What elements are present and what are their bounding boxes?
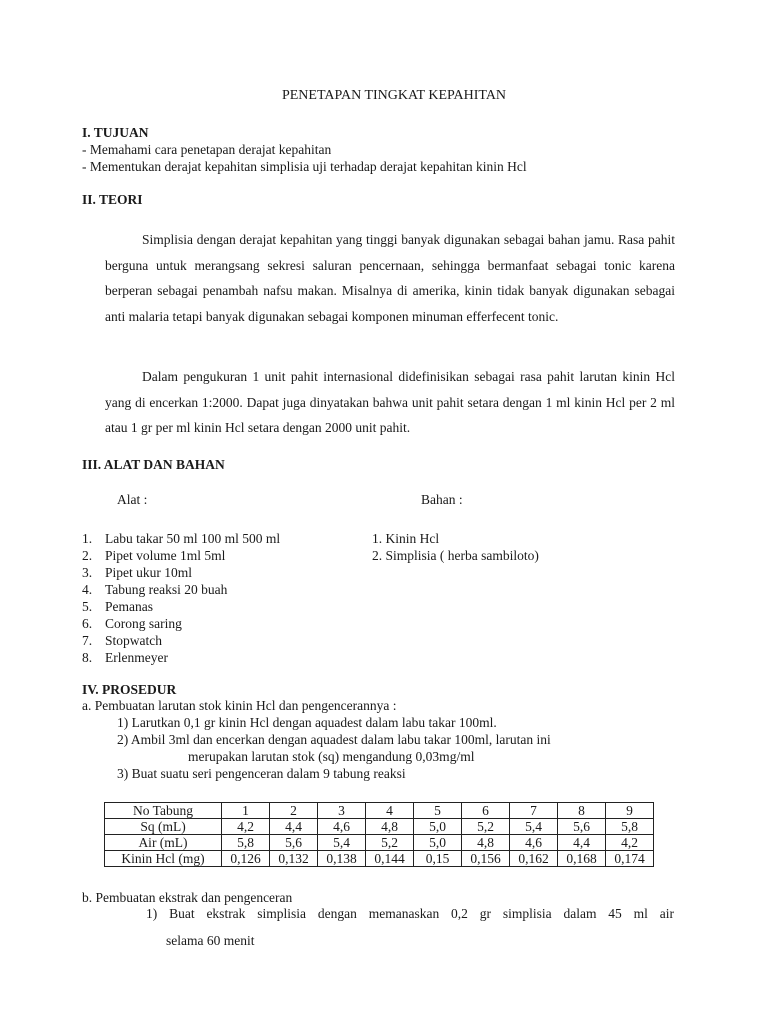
table-cell: 4,4 [558,835,606,851]
table-cell: 7 [510,803,558,819]
table-cell: 0,132 [270,851,318,867]
prosedur-b-step-continuation: selama 60 menit [166,933,255,948]
table-cell: 4,6 [318,819,366,835]
alat-item-number: 7. [82,633,93,648]
prosedur-b-step: 1) Buat ekstrak simplisia dengan memanaskan 0,2 gr simplisia dalam 45 ml air [146,906,674,921]
alat-item-number: 1. [82,531,93,546]
alat-item-label: Corong saring [105,616,182,631]
table-cell: 0,144 [366,851,414,867]
prosedur-a-step: 2) Ambil 3ml dan encerkan dengan aquadest dalam labu takar 100ml, larutan ini [117,732,551,747]
alat-item-label: Pipet volume 1ml 5ml [105,548,226,563]
tujuan-item: - Mementukan derajat kepahitan simplisia uji terhadap derajat kepahitan kinin Hcl [82,159,527,174]
section-alat-bahan-heading: III. ALAT DAN BAHAN [82,457,225,472]
table-cell: 1 [222,803,270,819]
tujuan-item: - Memahami cara penetapan derajat kepahitan [82,142,332,157]
table-cell: 5,8 [222,835,270,851]
table-cell: 4,8 [366,819,414,835]
teori-text-2: Dalam pengukuran 1 unit pahit internasional didefinisikan sebagai rasa pahit larutan kinin Hcl yang di encerkan 1:2000. Dapat juga dinyatakan bahwa unit pahit setara dengan 1 ml kinin Hcl per 2 ml atau 1 gr per ml kinin Hcl setara dengan 2000 unit pahit. [105,369,675,435]
table-cell: 0,156 [462,851,510,867]
alat-item-label: Stopwatch [105,633,162,648]
alat-item [82,547,280,564]
table-cell: 5,4 [318,835,366,851]
alat-item-number: 3. [82,565,93,580]
alat-item-number: 6. [82,616,93,631]
prosedur-a-step-continuation: merupakan larutan stok (sq) mengandung 0,03mg/ml [188,749,475,764]
table-cell: 3 [318,803,366,819]
table-cell: 5,6 [558,819,606,835]
bahan-label: Bahan : [421,492,463,507]
table-cell: 5,0 [414,835,462,851]
alat-list [82,530,280,666]
alat-item-number: 5. [82,599,93,614]
table-cell: 0,174 [606,851,654,867]
table-row [105,851,654,867]
table-row-label: Sq (mL) [105,819,222,835]
teori-paragraph-1 [105,227,675,329]
alat-item-label: Pemanas [105,599,153,614]
table-cell: 0,15 [414,851,462,867]
section-prosedur-heading: IV. PROSEDUR [82,682,177,697]
table-cell: 4,2 [222,819,270,835]
table-cell: 6 [462,803,510,819]
table-cell: 8 [558,803,606,819]
table-row [105,819,654,835]
section-teori-heading: II. TEORI [82,192,143,207]
table-cell: 4,2 [606,835,654,851]
table-cell: 5,2 [462,819,510,835]
table-row-label: Kinin Hcl (mg) [105,851,222,867]
prosedur-a-step: 3) Buat suatu seri pengenceran dalam 9 tabung reaksi [117,766,406,781]
table-cell: 5,0 [414,819,462,835]
table-row [105,835,654,851]
table-cell: 2 [270,803,318,819]
alat-item [82,632,280,649]
alat-item-number: 4. [82,582,93,597]
table-cell: 4,4 [270,819,318,835]
alat-label: Alat : [117,492,148,507]
alat-item-number: 8. [82,650,93,665]
alat-item [82,530,280,547]
table-row [105,803,654,819]
table-cell: 5,6 [270,835,318,851]
table-row-label: No Tabung [105,803,222,819]
table-cell: 5,2 [366,835,414,851]
teori-text-1: Simplisia dengan derajat kepahitan yang tinggi banyak digunakan sebagai bahan jamu. Rasa pahit berguna untuk merangsang sekresi saluran pencernaan, sehingga bermanfaat sebagai tonic karena berperan sebagai penambah nafsu makan. Misalnya di amerika, kinin tidak banyak digunakan sebagai anti malaria tetapi banyak digunakan sebagai komponen minuman efferfecent tonic. [105,232,675,324]
table-cell: 4,6 [510,835,558,851]
prosedur-b-title: b. Pembuatan ekstrak dan pengenceran [82,890,293,905]
table-cell: 0,168 [558,851,606,867]
bahan-item: 2. Simplisia ( herba sambiloto) [372,548,539,563]
prosedur-a-title: a. Pembuatan larutan stok kinin Hcl dan pengencerannya : [82,698,397,713]
alat-item-number: 2. [82,548,93,563]
table-cell: 9 [606,803,654,819]
table-cell: 5 [414,803,462,819]
alat-item-label: Labu takar 50 ml 100 ml 500 ml [105,531,281,546]
table-cell: 0,138 [318,851,366,867]
table-cell: 4 [366,803,414,819]
teori-paragraph-2 [105,364,675,441]
table-cell: 4,8 [462,835,510,851]
table-cell: 5,4 [510,819,558,835]
dilution-table [104,802,654,867]
bahan-list [372,530,539,564]
table-cell: 0,126 [222,851,270,867]
table-cell: 0,162 [510,851,558,867]
alat-item [82,564,280,581]
alat-item [82,581,280,598]
table-cell: 5,8 [606,819,654,835]
table-row-label: Air (mL) [105,835,222,851]
alat-item-label: Pipet ukur 10ml [105,565,192,580]
alat-item [82,615,280,632]
alat-item [82,649,280,666]
alat-item-label: Tabung reaksi 20 buah [105,582,228,597]
prosedur-a-step: 1) Larutkan 0,1 gr kinin Hcl dengan aquadest dalam labu takar 100ml. [117,715,497,730]
page-title: PENETAPAN TINGKAT KEPAHITAN [281,88,507,103]
alat-item [82,598,280,615]
section-tujuan-heading: I. TUJUAN [82,125,149,140]
alat-item-label: Erlenmeyer [105,650,168,665]
bahan-item: 1. Kinin Hcl [372,531,440,546]
